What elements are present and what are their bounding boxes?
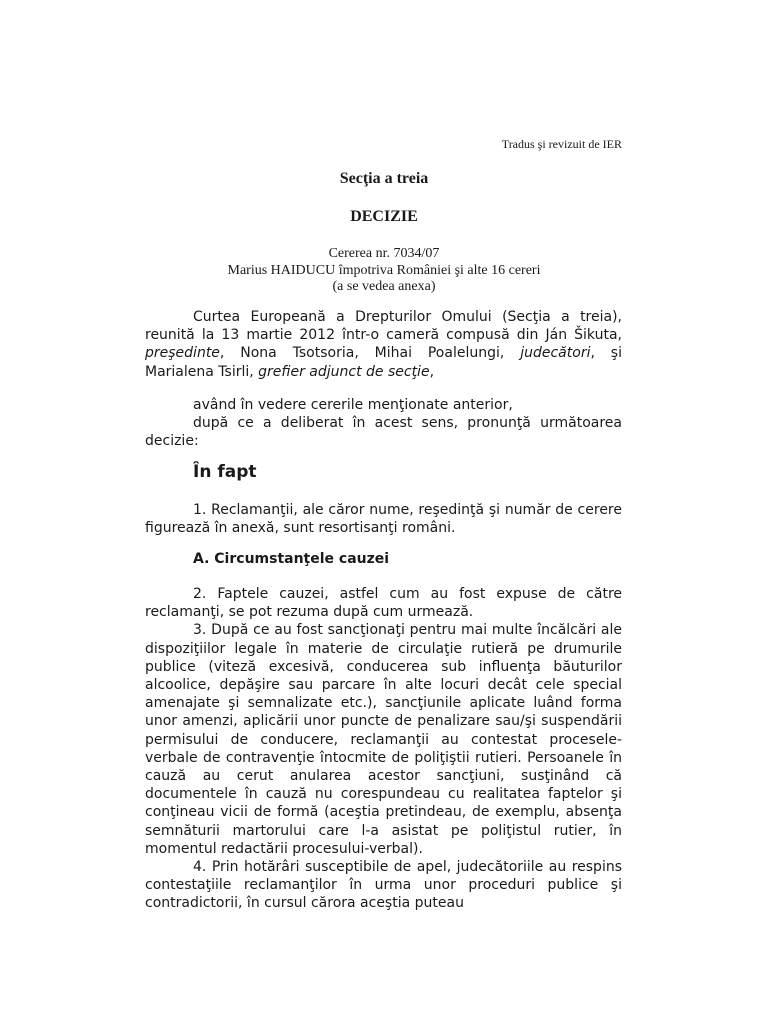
case-annex-note: (a se vedea anexa): [332, 279, 436, 294]
intro-paragraph: [145, 308, 622, 381]
intro-deliberation: după ce a deliberat în acest sens, pronunţă următoarea decizie:: [145, 415, 622, 450]
decision-title: DECIZIE: [350, 208, 418, 225]
heading-facts: În fapt: [193, 462, 257, 482]
intro-text-d: ,: [429, 363, 435, 380]
case-number: Cererea nr. 7034/07: [328, 246, 440, 261]
case-parties: Marius HAIDUCU împotriva României şi alte 16 cereri: [227, 262, 541, 278]
role-registrar: grefier adjunct de secţie: [258, 363, 430, 380]
paragraph-1-text: 1. Reclamanţii, ale căror nume, reşedinţă şi număr de cerere figurează în anexă, sunt resortisanţi români.: [145, 502, 622, 537]
paragraph-3-text: 3. După ce au fost sancţionaţi pentru mai multe încălcări ale dispoziţiilor legale în materie de circulaţie rutieră pe drumurile publice (viteză excesivă, conducerea sub influenţa băuturilor alcoolice, depăşire sau parcare în alte locuri decât cele special amenajate şi semnalizate etc.), sancţiunile aplicate luând forma unor amenzi, aplicării unor puncte de penalizare sau/şi suspendării permisului de conducere, reclamanţii au contestat procesele-verbale de contravenţie întocmite de poliţiştii rutieri. Persoanele în cauză au cerut anularea acestor sancţiuni, susţinând că documentele în cauză nu corespundeau cu realitatea faptelor şi conţineau vicii de formă (aceştia pretindeau, de exemplu, absenţa semnăturii martorului care l-a asistat pe poliţistul rutier, în momentul redactării procesului-verbal).: [145, 622, 622, 857]
role-judges: judecători: [520, 345, 591, 362]
heading-circumstances: A. Circumstanţele cauzei: [193, 551, 390, 567]
translator-note: Tradus şi revizuit de IER: [501, 137, 622, 151]
paragraphs-2-4: [145, 585, 622, 913]
intro-considerations: [145, 396, 622, 451]
intro-having-regard: având în vedere cererile menţionate anterior,: [193, 397, 513, 413]
section-title: Secţia a treia: [339, 170, 429, 187]
paragraph-4-text: 4. Prin hotărâri susceptibile de apel, judecătoriile au respins contestaţiile reclamanţilor în urma unor proceduri publice şi contradictorii, în cursul cărora aceştia puteau: [145, 859, 622, 912]
intro-text-a: Curtea Europeană a Drepturilor Omului (Secţia a treia), reunită la 13 martie 2012 într-o cameră compusă din Ján Šikuta,: [145, 309, 622, 344]
paragraph-2-text: 2. Faptele cauzei, astfel cum au fost expuse de către reclamanţi, se pot rezuma după cum urmează.: [145, 586, 622, 621]
intro-text-c: , şi Marialena Tsirli,: [145, 345, 622, 380]
role-president: preşedinte: [145, 345, 220, 362]
intro-text-b: , Nona Tsotsoria, Mihai Poalelungi,: [219, 345, 521, 362]
paragraph-1: [145, 501, 622, 537]
case-reference: [0, 246, 768, 296]
